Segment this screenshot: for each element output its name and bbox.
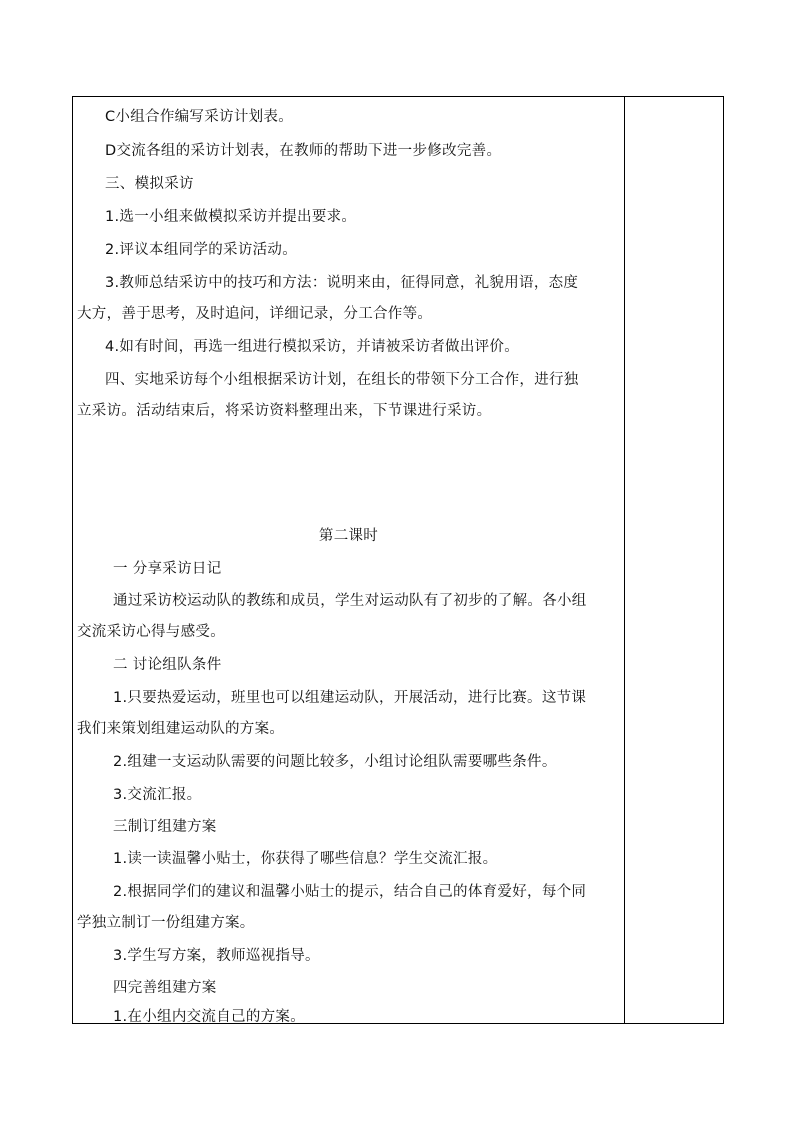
section-heading: 三制订组建方案 [113,819,217,835]
text-line: 学独立制订一份组建方案。 [77,915,255,931]
text-line: D交流各组的采访计划表，在教师的帮助下进一步修改完善。 [105,143,502,159]
lesson-content-cell [73,97,624,1023]
lesson-title: 第二课时 [318,528,379,544]
section-heading: 一 分享采访日记 [113,561,222,577]
section-heading: 四、实地采访每个小组根据采访计划，在组长的带领下分工合作，进行独 [105,372,579,388]
text-line: 交流采访心得与感受。 [77,624,225,640]
text-line: 通过采访校运动队的教练和成员，学生对运动队有了初步的了解。各小组 [113,593,587,609]
text-line: 立采访。活动结束后，将采访资料整理出来，下节课进行采访。 [77,403,492,419]
text-line: 我们来策划组建运动队的方案。 [77,721,285,737]
section-heading: 三、模拟采访 [105,176,194,192]
text-line: 1.读一读温馨小贴士，你获得了哪些信息？学生交流汇报。 [113,851,498,867]
text-line: 2.评议本组同学的采访活动。 [105,242,298,258]
text-line: 1.选一小组来做模拟采访并提出要求。 [105,209,357,225]
text-line: 4.如有时间，再选一组进行模拟采访，并请被采访者做出评价。 [105,339,520,355]
text-line: 2.组建一支运动队需要的问题比较多，小组讨论组队需要哪些条件。 [113,754,557,770]
text-line: 1.只要热爱运动，班里也可以组建运动队，开展活动，进行比赛。这节课 [113,690,587,706]
text-line: 3.交流汇报。 [113,787,202,803]
lesson-plan-table [72,96,724,1024]
section-heading: 四完善组建方案 [113,980,217,996]
text-line: 1.在小组内交流自己的方案。 [113,1009,306,1025]
text-line: 3.教师总结采访中的技巧和方法：说明来由，征得同意，礼貌用语，态度 [105,275,579,291]
notes-cell [625,97,723,1023]
text-line: 3.学生写方案，教师巡视指导。 [113,948,320,964]
section-heading: 二 讨论组队条件 [113,657,222,673]
text-line: 2.根据同学们的建议和温馨小贴士的提示，结合自己的体育爱好，每个同 [113,884,587,900]
text-line: C小组合作编写采访计划表。 [105,109,294,125]
text-line: 大方，善于思考，及时追问，详细记录，分工合作等。 [77,306,433,322]
